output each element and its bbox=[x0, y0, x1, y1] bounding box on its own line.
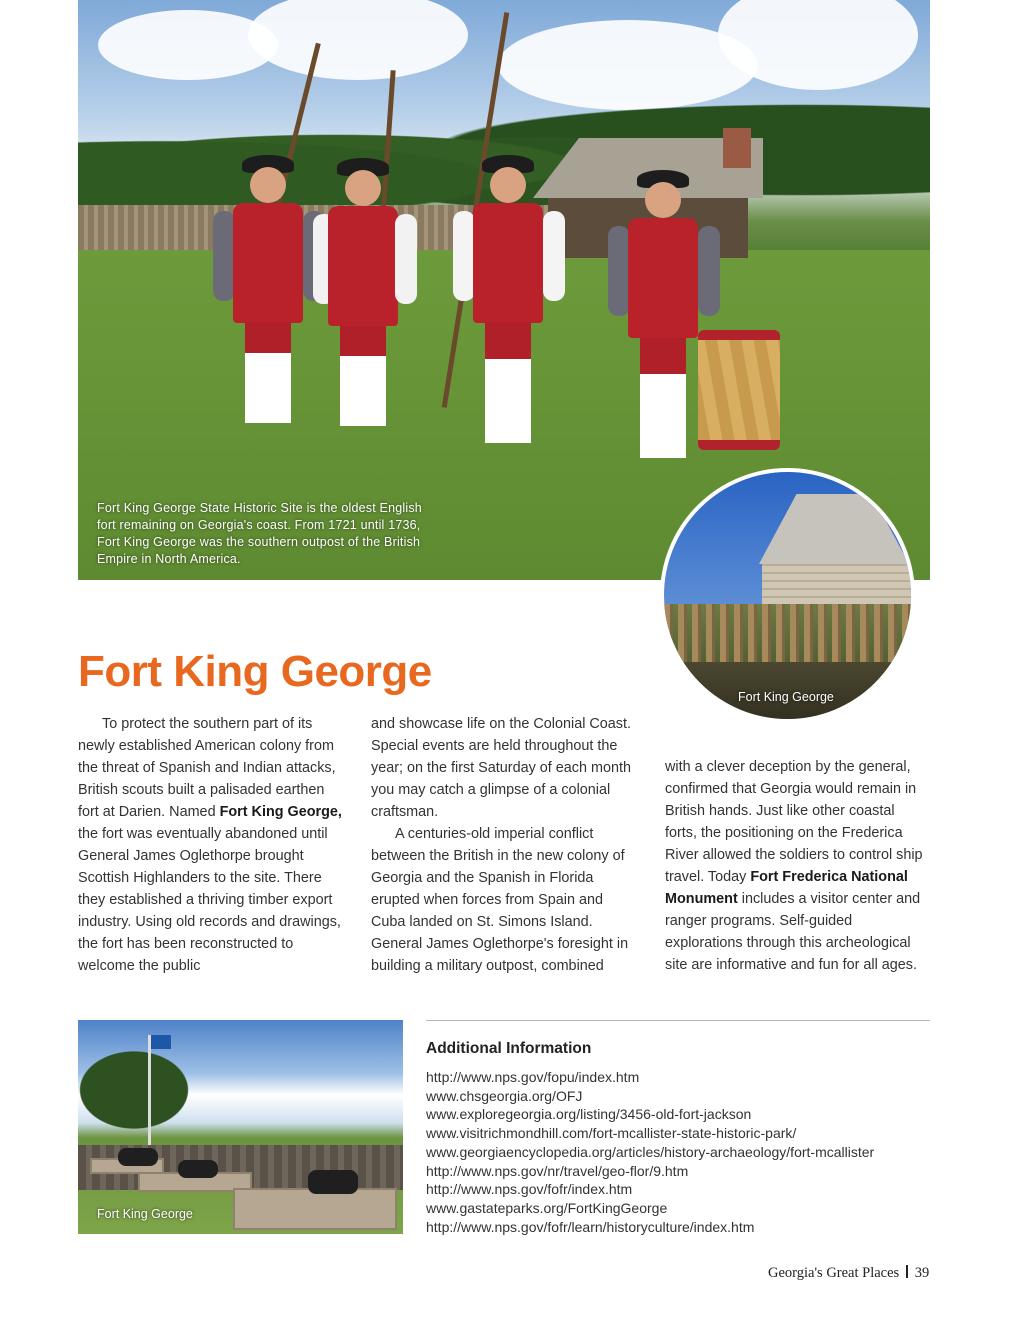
bottom-photo bbox=[78, 1020, 403, 1234]
column-1-paragraph bbox=[78, 713, 348, 977]
column-1-text-a: To protect the southern part of its newly established American colony from the threat of Spanish and Indian attacks, British scouts built a palisaded earthen fort at Darien. Named bbox=[78, 716, 336, 820]
bottom-photo-caption: Fort King George bbox=[97, 1207, 193, 1221]
column-2-paragraph-1: and showcase life on the Colonial Coast. Special events are held throughout the year; on the first Saturday of each month you may catch a glimpse of a colonial craftsman. bbox=[371, 716, 631, 820]
info-link[interactable]: http://www.nps.gov/nr/travel/geo-flor/9.htm bbox=[426, 1162, 689, 1179]
article-column-3 bbox=[665, 756, 930, 976]
column-3-text-b: includes a visitor center and ranger programs. Self-guided explorations through this archeological site are informative and fun for all ages. bbox=[665, 891, 921, 973]
additional-info-links bbox=[426, 1068, 874, 1236]
article-column-1 bbox=[78, 713, 348, 977]
flag-graphic bbox=[151, 1035, 171, 1049]
article-column-2 bbox=[371, 713, 641, 977]
drum-graphic bbox=[698, 330, 780, 450]
page-footer bbox=[768, 1265, 929, 1282]
info-link[interactable]: www.exploregeorgia.org/listing/3456-old-fort-jackson bbox=[426, 1106, 752, 1123]
additional-info-title: Additional Information bbox=[426, 1040, 592, 1057]
column-3-text-a: with a clever deception by the general, confirmed that Georgia would remain in British hands. Just like other coastal forts, the positioning on the Frederica River allowed the soldiers to control ship travel. Today bbox=[665, 759, 923, 885]
info-link[interactable]: www.visitrichmondhill.com/fort-mcallister-state-historic-park/ bbox=[426, 1125, 797, 1142]
publication-name: Georgia's Great Places bbox=[768, 1265, 900, 1281]
page-number: 39 bbox=[914, 1265, 930, 1281]
circle-inset-photo bbox=[660, 468, 915, 723]
info-link[interactable]: http://www.nps.gov/fofr/index.htm bbox=[426, 1181, 633, 1198]
column-3-paragraph bbox=[665, 756, 930, 976]
article-title: Fort King George bbox=[78, 647, 432, 696]
info-link[interactable]: http://www.nps.gov/fofr/learn/historyculture/index.htm bbox=[426, 1218, 755, 1235]
column-1-text-b: the fort was eventually abandoned until General James Oglethorpe brought Scottish Highlanders to the site. There they established a thriving timber export industry. Using old records and drawings, the fort has been reconstructed to welcome the public bbox=[78, 826, 341, 974]
fort-king-george-bold: Fort King George, bbox=[219, 804, 342, 820]
info-link[interactable]: http://www.nps.gov/fopu/index.htm bbox=[426, 1069, 640, 1085]
hero-photo-caption: Fort King George State Historic Site is the oldest English fort remaining on Georgia's coast. From 1721 until 1736, Fort King George was the southern outpost of the British Empire in North America. bbox=[97, 501, 422, 566]
info-link[interactable]: www.chsgeorgia.org/OFJ bbox=[426, 1087, 583, 1104]
info-link[interactable]: www.georgiaencyclopedia.org/articles/history-archaeology/fort-mcallister bbox=[426, 1143, 875, 1160]
info-link[interactable]: www.gastateparks.org/FortKingGeorge bbox=[426, 1199, 668, 1216]
footer-separator bbox=[906, 1265, 908, 1278]
column-2-paragraph-2: A centuries-old imperial conflict between the British in the new colony of Georgia and the Spanish in Florida erupted when forces from Spain and Cuba landed on St. Simons Island. General James Oglethorpe's foresight in building a military outpost, combined bbox=[371, 826, 629, 974]
info-divider bbox=[426, 1020, 930, 1021]
circle-photo-caption: Fort King George bbox=[738, 690, 834, 704]
fort-frederica-bold: Fort Frederica National Monument bbox=[665, 869, 908, 907]
